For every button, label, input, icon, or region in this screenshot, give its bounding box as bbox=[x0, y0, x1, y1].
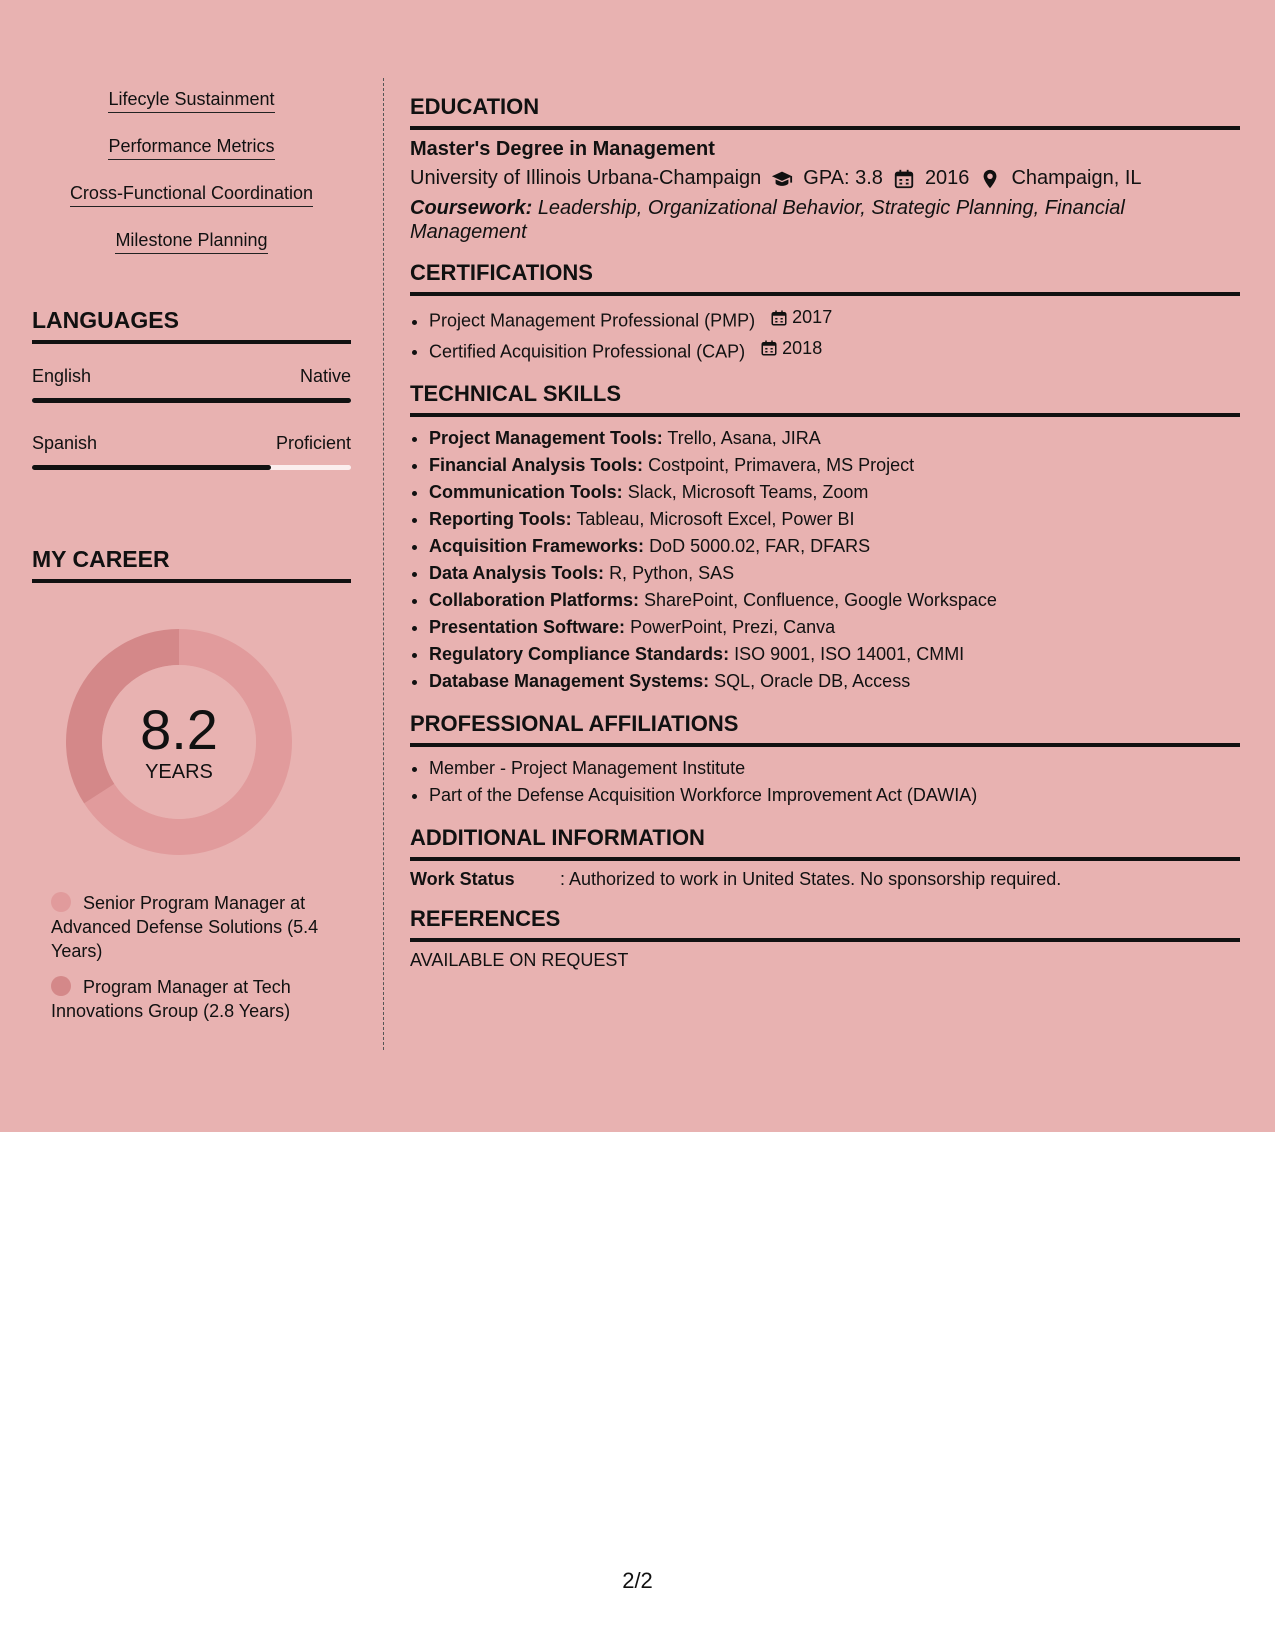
left-column bbox=[32, 85, 351, 1035]
coursework-list: Leadership, Organizational Behavior, Strategic Planning, Financial Management bbox=[410, 197, 1125, 243]
skill-label: Communication Tools: bbox=[429, 482, 623, 502]
gpa: GPA: 3.8 bbox=[803, 167, 883, 189]
career-donut bbox=[66, 629, 292, 855]
skill-value: PowerPoint, Prezi, Canva bbox=[630, 617, 836, 637]
skill-item bbox=[429, 560, 1240, 587]
skill-label: Reporting Tools: bbox=[429, 509, 572, 529]
skill-label: Financial Analysis Tools: bbox=[429, 455, 644, 475]
graduation-cap-icon bbox=[771, 168, 793, 190]
language-bar-fill bbox=[32, 465, 271, 470]
career-item-text: Program Manager at Tech Innovations Group (2.8 Years) bbox=[51, 977, 291, 1021]
affiliations-heading: PROFESSIONAL AFFILIATIONS bbox=[410, 711, 1240, 747]
career-list bbox=[51, 891, 333, 1023]
languages-heading: LANGUAGES bbox=[32, 307, 351, 344]
technical-skills-section bbox=[410, 381, 1240, 695]
skill-item bbox=[429, 506, 1240, 533]
certifications-section bbox=[410, 260, 1240, 365]
work-status-row bbox=[410, 869, 1240, 890]
skill-item bbox=[429, 533, 1240, 560]
affiliation-item: • Part of the Defense Acquisition Workforce Improvement Act (DAWIA) bbox=[429, 782, 1240, 809]
references-heading: REFERENCES bbox=[410, 906, 1240, 942]
coursework bbox=[410, 196, 1240, 244]
skill-value: SQL, Oracle DB, Access bbox=[714, 671, 911, 691]
skill-label: Collaboration Platforms: bbox=[429, 590, 640, 610]
technical-skills-heading: TECHNICAL SKILLS bbox=[410, 381, 1240, 417]
skill-item bbox=[429, 425, 1240, 452]
certification-name: Project Management Professional (PMP) bbox=[429, 310, 756, 331]
technical-skills-list bbox=[410, 425, 1240, 695]
affiliations-list bbox=[410, 755, 1240, 809]
language-name: English bbox=[32, 366, 92, 386]
affiliation-item: • Member - Project Management Institute bbox=[429, 755, 1240, 782]
school-location: Champaign, IL bbox=[1011, 167, 1142, 189]
career-total-unit: YEARS bbox=[145, 760, 213, 783]
career-heading: MY CAREER bbox=[32, 546, 351, 583]
graduation-year: 2016 bbox=[924, 167, 970, 189]
career-total-value: 8.2 bbox=[140, 697, 218, 761]
language-name: Spanish bbox=[32, 433, 98, 453]
references-section bbox=[410, 906, 1240, 971]
skill-item bbox=[429, 641, 1240, 668]
education-meta bbox=[410, 167, 1240, 190]
skill-value: R, Python, SAS bbox=[609, 563, 735, 583]
language-bar bbox=[32, 465, 351, 470]
skill-label: Database Management Systems: bbox=[429, 671, 710, 691]
coursework-label: Coursework: bbox=[410, 197, 533, 219]
career-section bbox=[32, 546, 351, 1023]
calendar-icon bbox=[770, 309, 788, 327]
certification-item bbox=[429, 304, 1240, 335]
skill-value: Tableau, Microsoft Excel, Power BI bbox=[576, 509, 855, 529]
skill-value: Costpoint, Primavera, MS Project bbox=[648, 455, 915, 475]
skill-label: Regulatory Compliance Standards: bbox=[429, 644, 730, 664]
references-text: AVAILABLE ON REQUEST bbox=[410, 950, 629, 970]
language-level: Native bbox=[299, 366, 351, 386]
work-status-label: Work Status bbox=[410, 869, 515, 889]
career-color-dot bbox=[51, 892, 71, 912]
skill-value: ISO 9001, ISO 14001, CMMI bbox=[734, 644, 965, 664]
language-row bbox=[32, 366, 351, 387]
skill-item bbox=[429, 668, 1240, 695]
languages-section bbox=[32, 307, 351, 470]
career-item-text: Senior Program Manager at Advanced Defense Solutions (5.4 Years) bbox=[51, 893, 319, 961]
skill-tag: Cross-Functional Coordination bbox=[70, 183, 313, 207]
career-item bbox=[51, 975, 333, 1023]
location-pin-icon bbox=[979, 168, 1001, 190]
language-row bbox=[32, 433, 351, 454]
skill-item bbox=[429, 614, 1240, 641]
certification-item bbox=[429, 335, 1240, 366]
language-bar-fill bbox=[32, 398, 351, 403]
skill-value: DoD 5000.02, FAR, DFARS bbox=[649, 536, 871, 556]
skill-tag: Performance Metrics bbox=[108, 136, 274, 160]
school-name: University of Illinois Urbana-Champaign bbox=[410, 167, 762, 189]
certification-name: Certified Acquisition Professional (CAP) bbox=[429, 341, 746, 361]
career-item bbox=[51, 891, 333, 963]
degree-title: Master's Degree in Management bbox=[410, 138, 715, 160]
additional-info-section bbox=[410, 825, 1240, 890]
skill-tags bbox=[32, 85, 351, 273]
skill-label: Presentation Software: bbox=[429, 617, 626, 637]
skill-value: Slack, Microsoft Teams, Zoom bbox=[627, 482, 869, 502]
skill-value: Trello, Asana, JIRA bbox=[667, 428, 821, 448]
education-section bbox=[410, 94, 1240, 244]
skill-value: SharePoint, Confluence, Google Workspace bbox=[644, 590, 997, 610]
certification-year: 2017 bbox=[792, 307, 833, 327]
certifications-list bbox=[410, 304, 1240, 365]
skill-item bbox=[429, 452, 1240, 479]
additional-info-heading: ADDITIONAL INFORMATION bbox=[410, 825, 1240, 861]
calendar-icon bbox=[893, 168, 915, 190]
skill-tag: Milestone Planning bbox=[115, 230, 267, 254]
career-color-dot bbox=[51, 976, 71, 996]
skill-tag: Lifecyle Sustainment bbox=[108, 89, 274, 113]
skill-label: Data Analysis Tools: bbox=[429, 563, 605, 583]
career-donut-label bbox=[66, 629, 292, 855]
language-level: Proficient bbox=[275, 433, 351, 453]
page-number: 2/2 bbox=[622, 1568, 653, 1593]
column-divider bbox=[383, 78, 384, 1050]
skill-item bbox=[429, 587, 1240, 614]
skill-label: Project Management Tools: bbox=[429, 428, 663, 448]
calendar-icon bbox=[760, 339, 778, 357]
language-bar bbox=[32, 398, 351, 403]
right-column bbox=[410, 94, 1240, 987]
certifications-heading: CERTIFICATIONS bbox=[410, 260, 1240, 296]
work-status-value: : Authorized to work in United States. No sponsorship required. bbox=[560, 869, 1062, 889]
certification-year: 2018 bbox=[782, 337, 823, 358]
affiliations-section bbox=[410, 711, 1240, 809]
skill-label: Acquisition Frameworks: bbox=[429, 536, 645, 556]
education-heading: EDUCATION bbox=[410, 94, 1240, 130]
skill-item bbox=[429, 479, 1240, 506]
